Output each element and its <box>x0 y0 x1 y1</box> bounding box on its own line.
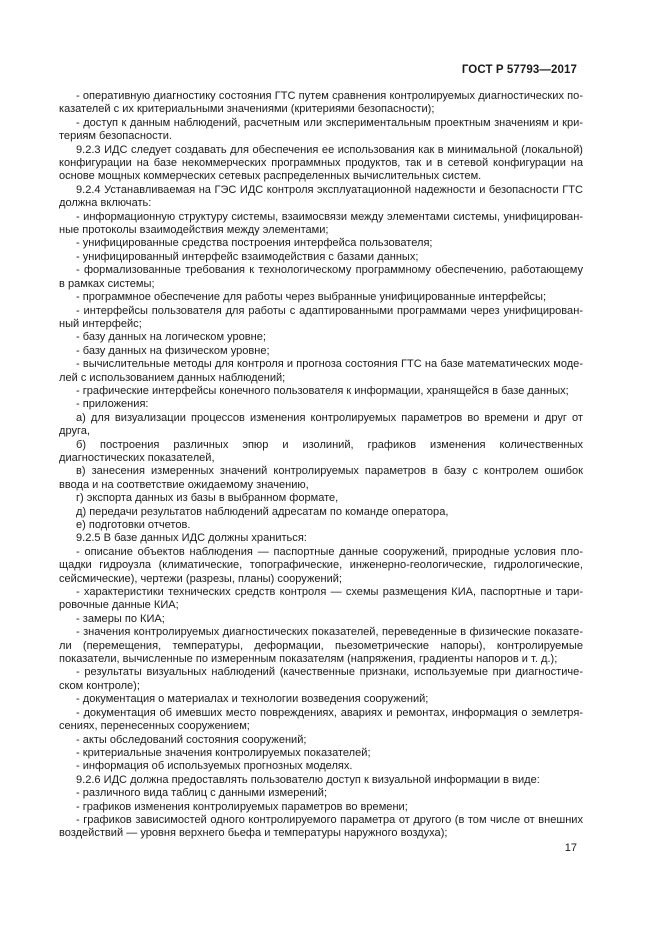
paragraph: - критериальные значения контролируемых показателей; <box>76 746 371 759</box>
paragraph: - результаты визуальных наблюдений (качественные признаки, используемые при диагностическом контроле); <box>59 666 583 692</box>
paragraph: - оперативную диагностику состояния ГТС путем сравнения контролируемых диагностических показателей с их критериальными значениями (критериями безопасности); <box>59 90 583 116</box>
paragraph: - документация о материалах и технологии возведения сооружений; <box>76 693 429 706</box>
paragraph: - интерфейсы пользователя для работы с адаптированными программами через унифицированный интерфейс; <box>59 304 583 330</box>
paragraph: - характеристики технических средств контроля — схемы размещения КИА, паспортные и тарировочные данные КИА; <box>59 586 583 612</box>
paragraph: - акты обследований состояния сооружений; <box>76 733 307 746</box>
paragraph: в) занесения измеренных значений контролируемых параметров в базу с контролем ошибок ввода и на соответствие ожидаемому значению, <box>59 465 583 491</box>
paragraph: - приложения: <box>76 398 149 411</box>
paragraph: 9.2.6 ИДС должна предоставлять пользователю доступ к визуальной информации в виде: <box>76 773 540 786</box>
paragraph: - замеры по КИА; <box>76 612 165 625</box>
paragraph: - графиков изменения контролируемых параметров во времени; <box>76 800 408 813</box>
paragraph: - формализованные требования к технологическому программному обеспечению, работающему в рамках системы; <box>59 264 583 290</box>
document-body <box>59 90 583 841</box>
paragraph: г) экспорта данных из базы в выбранном формате, <box>76 492 339 505</box>
paragraph: - унифицированный интерфейс взаимодействия с базами данных; <box>76 250 419 263</box>
paragraph: - графические интерфейсы конечного пользователя к информации, хранящейся в базе данных; <box>76 384 569 397</box>
paragraph: - информация об используемых прогнозных моделях. <box>76 760 353 773</box>
paragraph: - значения контролируемых диагностических показателей, переведенные в физические показатели (перемещения, температуры, деформации, пьезометрические напоры), контролируемые показатели, вычисленные по измеренным показателям (напряжения, градиенты напоров и т. д.); <box>59 626 583 666</box>
paragraph: - вычислительные методы для контроля и прогноза состояния ГТС на базе математических моделей с использованием данных наблюдений; <box>59 358 583 384</box>
paragraph: - программное обеспечение для работы через выбранные унифицированные интерфейсы; <box>76 291 547 304</box>
paragraph: 9.2.3 ИДС следует создавать для обеспечения ее использования как в минимальной (локальной) конфигурации на базе некоммерческих программных продуктов, так и в сетевой конфигурации на основе мощных коммерческих сетевых распределенных вычислительных систем. <box>59 143 583 183</box>
paragraph: - документация об имевших место повреждениях, авариях и ремонтах, информация о землетрясениях, перенесенных сооружением; <box>59 706 583 733</box>
document-code-header: ГОСТ Р 57793—2017 <box>461 64 577 76</box>
paragraph: - базу данных на логическом уровне; <box>76 331 266 344</box>
paragraph: б) построения различных эпюр и изолиний, графиков изменения количественных диагностических показателей, <box>59 438 583 464</box>
paragraph: е) подготовки отчетов. <box>76 519 191 531</box>
paragraph: 9.2.4 Устанавливаемая на ГЭС ИДС контроля эксплуатационной надежности и безопасности ГТС должна включать: <box>59 183 583 210</box>
paragraph: - описание объектов наблюдения — паспортные данные сооружений, природные условия площадки гидроузла (климатические, топографические, инженерно-геологические, гидрологические, сейсмические), чертежи (разрезы, планы) сооружений; <box>59 545 583 585</box>
page-number: 17 <box>564 842 577 854</box>
paragraph: - графиков зависимостей одного контролируемого параметра от другого (в том числе от внешних воздействий — уровня верхнего бьефа и температуры наружного воздуха); <box>59 813 583 840</box>
paragraph: а) для визуализации процессов изменения контролируемых параметров во времени и друг от друга, <box>59 411 583 438</box>
paragraph: - доступ к данным наблюдений, расчетным или экспериментальным проектным значениям и критериям безопасности. <box>59 116 583 143</box>
paragraph: - информационную структуру системы, взаимосвязи между элементами системы, унифицированные протоколы взаимодействия между элементами; <box>59 210 583 237</box>
paragraph: - различного вида таблиц с данными измерений; <box>76 787 328 800</box>
paragraph: д) передачи результатов наблюдений адресатам по команде оператора, <box>76 505 449 518</box>
paragraph: - унифицированные средства построения интерфейса пользователя; <box>76 237 433 250</box>
paragraph: - базу данных на физическом уровне; <box>76 344 270 357</box>
paragraph: 9.2.5 В базе данных ИДС должны храниться: <box>76 532 307 545</box>
